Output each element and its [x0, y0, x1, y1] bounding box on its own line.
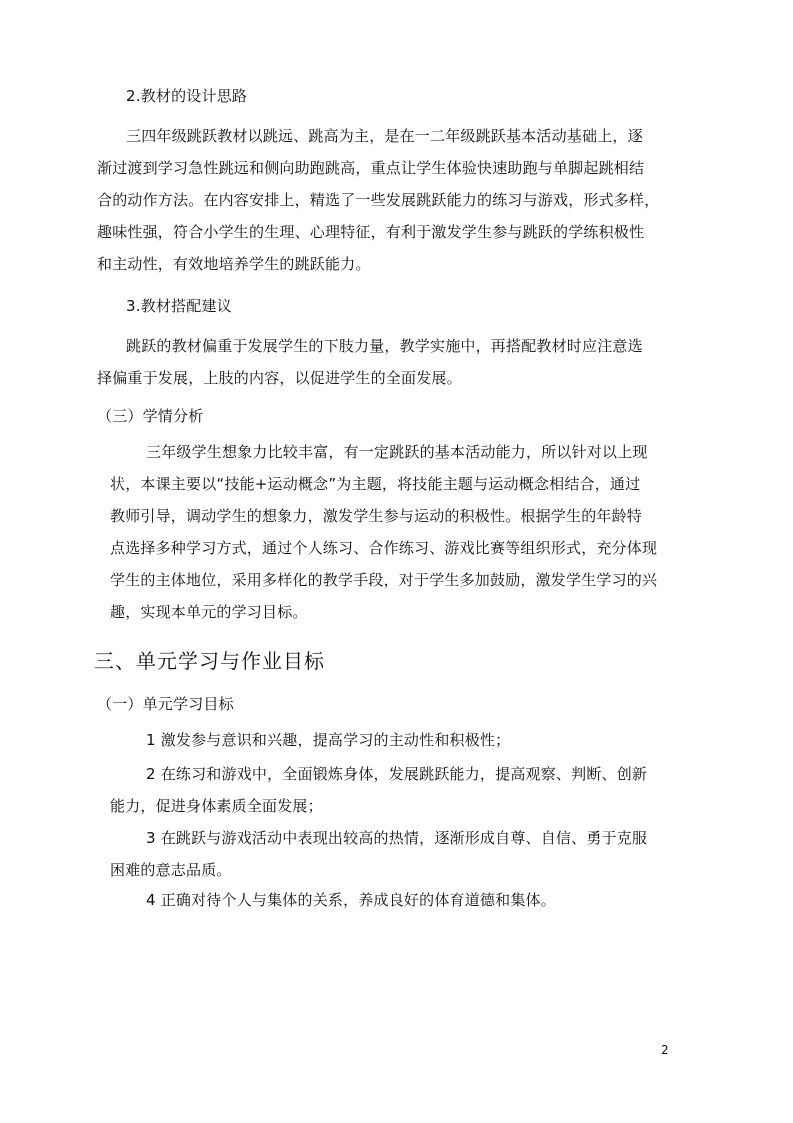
- analysis-line-3: 教师引导，调动学生的想象力，激发学生参与运动的积极性。根据学生的年龄特: [110, 507, 643, 525]
- section-3-heading: 3.教材搭配建议: [126, 297, 232, 315]
- analysis-line-5: 学生的主体地位，采用多样化的教学手段，对于学生多加鼓励，激发学生学习的兴: [110, 571, 658, 589]
- goal-2-line-1: 2 在练习和游戏中，全面锻炼身体，发展跳跃能力，提高观察、判断、创新: [146, 765, 648, 783]
- analysis-line-6: 趣，实现本单元的学习目标。: [110, 603, 308, 621]
- analysis-line-4: 点选择多种学习方式，通过个人练习、合作练习、游戏比赛等组织形式，充分体现: [110, 539, 658, 557]
- goal-4: 4 正确对待个人与集体的关系，养成良好的体育道德和集体。: [146, 891, 556, 909]
- section-2-line-5: 和主动性，有效地培养学生的跳跃能力。: [97, 255, 371, 273]
- goals-heading: （一）单元学习目标: [97, 695, 234, 713]
- goal-3-line-1: 3 在跳跃与游戏活动中表现出较高的热情，逐渐形成自尊、自信、勇于克服: [146, 829, 648, 847]
- goal-2-line-2: 能力，促进身体素质全面发展；: [110, 797, 323, 815]
- analysis-line-1: 三年级学生想象力比较丰富，有一定跳跃的基本活动能力，所以针对以上现: [146, 443, 648, 461]
- analysis-heading: （三）学情分析: [97, 407, 204, 425]
- page-number: 2: [661, 1043, 669, 1057]
- chapter-heading: 三、单元学习与作业目标: [94, 649, 325, 673]
- section-3-line-1: 跳跃的教材偏重于发展学生的下肢力量，教学实施中，再搭配教材时应注意选: [126, 337, 643, 355]
- section-2-line-1: 三四年级跳跃教材以跳远、跳高为主，是在一二年级跳跃基本活动基础上，逐: [126, 127, 643, 145]
- section-2-line-3: 合的动作方法。在内容安排上，精选了一些发展跳跃能力的练习与游戏，形式多样，: [97, 191, 660, 209]
- section-2-line-2: 渐过渡到学习急性跳远和侧向助跑跳高，重点让学生体验快速助跑与单脚起跳相结: [97, 159, 645, 177]
- section-2-line-4: 趣味性强，符合小学生的生理、心理特征，有利于激发学生参与跳跃的学练积极性: [97, 223, 645, 241]
- goal-1: 1 激发参与意识和兴趣，提高学习的主动性和积极性；: [146, 731, 511, 749]
- section-2-heading: 2.教材的设计思路: [126, 87, 248, 105]
- section-3-line-2: 择偏重于发展，上肢的内容，以促进学生的全面发展。: [97, 369, 462, 387]
- goal-3-line-2: 困难的意志品质。: [110, 861, 232, 879]
- analysis-line-2: 状，本课主要以“技能+运动概念”为主题，将技能主题与运动概念相结合，通过: [110, 475, 641, 493]
